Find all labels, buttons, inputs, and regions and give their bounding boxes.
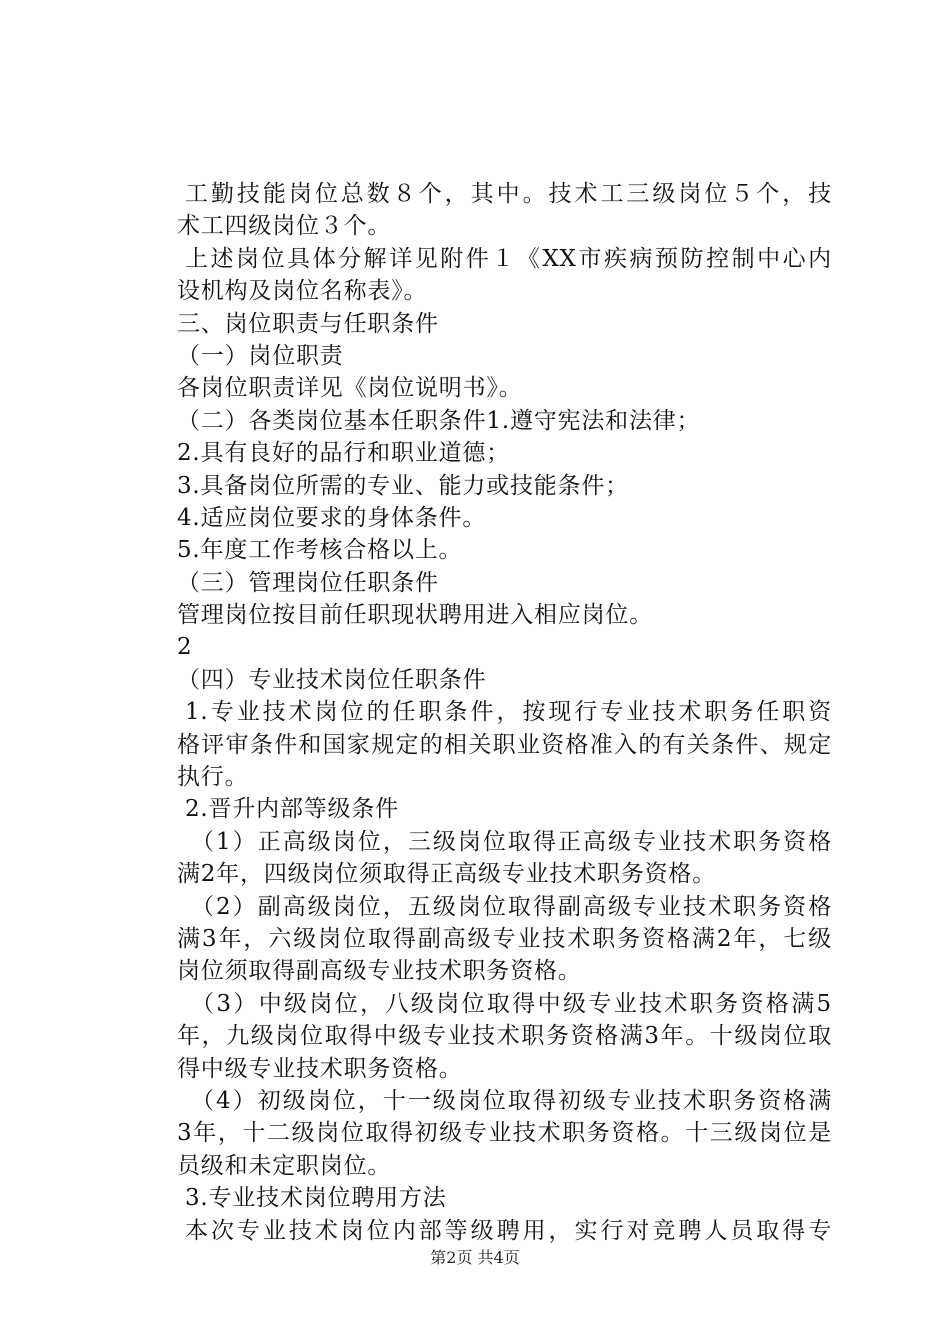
text-line: 满3年，六级岗位取得副高级专业技术职务资格满2年，七级	[177, 925, 832, 952]
text-line: （四）专业技术岗位任职条件	[177, 666, 487, 693]
text-line: 2.晋升内部等级条件	[185, 796, 399, 823]
text-line: 管理岗位按目前任职现状聘用进入相应岗位。	[177, 602, 653, 629]
text-line: 2	[177, 634, 193, 661]
text-line: （三）管理岗位任职条件	[177, 569, 439, 596]
text-line: 三、岗位职责与任职条件	[177, 310, 439, 337]
text-line: 3.专业技术岗位聘用方法	[185, 1185, 447, 1212]
text-line: 术工四级岗位３个。	[177, 213, 392, 240]
text-line: （3）中级岗位，八级岗位取得中级专业技术职务资格满5	[191, 990, 832, 1017]
text-line: （2）副高级岗位，五级岗位取得副高级专业技术职务资格	[191, 893, 832, 920]
text-line: 满2年，四级岗位须取得正高级专业技术职务资格。	[177, 861, 717, 888]
text-line: （1）正高级岗位，三级岗位取得正高级专业技术职务资格	[191, 828, 832, 855]
text-line: 3年，十二级岗位取得初级专业技术职务资格。十三级岗位是	[177, 1120, 832, 1147]
text-line: 本次专业技术岗位内部等级聘用，实行对竞聘人员取得专	[185, 1217, 832, 1244]
document-body	[177, 178, 832, 1247]
text-line: 格评审条件和国家规定的相关职业资格准入的有关条件、规定	[177, 731, 832, 758]
text-line: 4.适应岗位要求的身体条件。	[177, 504, 487, 531]
page-footer: 第2页 共4页	[430, 1248, 520, 1267]
text-line: 得中级专业技术职务资格。	[177, 1055, 463, 1082]
text-line: 上述岗位具体分解详见附件１《XX市疾病预防控制中心内	[185, 245, 832, 272]
text-line: 设机构及岗位名称表》。	[177, 278, 428, 305]
text-line: 工勤技能岗位总数８个，其中。技术工三级岗位５个，技	[185, 181, 832, 207]
text-line: 岗位须取得副高级专业技术职务资格。	[177, 958, 582, 985]
text-line: 执行。	[177, 764, 249, 791]
text-line: 各岗位职责详见《岗位说明书》。	[177, 375, 523, 402]
text-line: 员级和未定职岗位。	[177, 1152, 392, 1179]
text-line: （二）各类岗位基本任职条件1.遵守宪法和法律；	[177, 407, 701, 434]
text-line: 2.具有良好的品行和职业道德；	[177, 440, 510, 467]
text-line: （一）岗位职责	[177, 342, 344, 369]
text-line: 3.具备岗位所需的专业、能力或技能条件；	[177, 472, 629, 499]
text-line: 年，九级岗位取得中级专业技术职务资格满3年。十级岗位取	[177, 1023, 832, 1050]
text-line: 1.专业技术岗位的任职条件，按现行专业技术职务任职资	[185, 699, 832, 726]
text-line: （4）初级岗位，十一级岗位取得初级专业技术职务资格满	[191, 1087, 832, 1114]
text-line: 5.年度工作考核合格以上。	[177, 537, 463, 564]
